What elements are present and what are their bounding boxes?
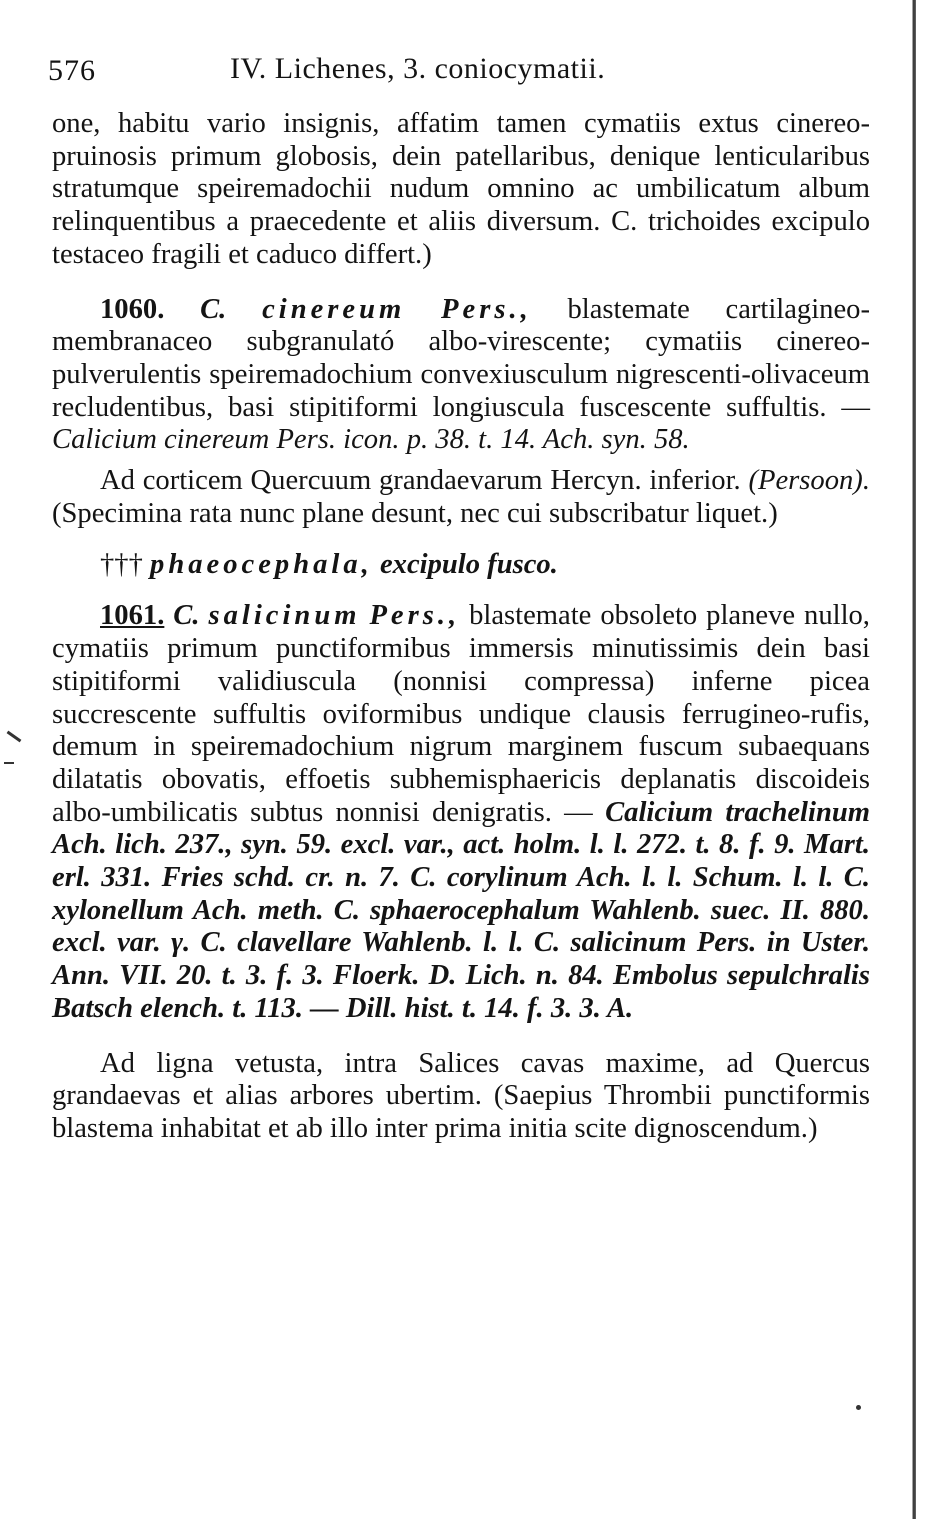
habitat-1060 [52, 465, 870, 530]
entry-genus: C. [173, 600, 200, 632]
habitat-reference: (Persoon). [748, 465, 870, 497]
entry-1061 [52, 600, 870, 1025]
entry-description: blastemate obsoleto planeve nullo, cymatiis primum punctiformibus immersis minutissimis dein basi stipitiformi validiuscula (nonnisi compressa) inferne picea succrescente suffultis oviformibus undique clausis ferrugineo-rufis, demum in speiremadochium nigrum marginem fuscum subaequans dilatatis obovatis, effoetis subhemisphaericis deplanatis discoideis albo-umbilicatis subtus nonnisi denigratis. — [52, 600, 870, 828]
entry-author: Pers., [441, 293, 532, 325]
entry-description: blastemate cartilagineo-membranaceo subgranulató albo-virescente; cymatiis cinereo-pulverulentis speiremadochium convexiusculum nigrescenti-olivaceum recludentibus, basi stipitiformi longiuscula fuscescente suffultis. — [52, 293, 870, 423]
margin-mark [7, 731, 22, 743]
running-head [48, 50, 870, 108]
habitat-1061: Ad ligna vetusta, intra Salices cavas maxime, ad Quercus grandaevas et alias arbores ubertim. (Saepius Thrombii punctiformis blastema inhabitat et ab illo inter prima initia scite dignoscendum.) [52, 1047, 870, 1144]
page [48, 50, 870, 1146]
habitat-text: Ad corticem Quercuum grandaevarum Hercyn. inferior. [100, 465, 741, 497]
section-heading [52, 548, 870, 582]
page-number: 576 [48, 54, 96, 87]
entry-species: salicinum [208, 600, 361, 632]
entry-number: 1060. [100, 293, 165, 325]
entry-number: 1061. [100, 600, 165, 632]
entry-synonyms: Calicium trachelinum Ach. lich. 237., syn. 59. excl. var., act. holm. l. l. 272. t. 8. f. 9. Mart. erl. 331. Fries schd. cr. n. 7. C. corylinum Ach. l. l. Schum. l. l. C. xylonellum Ach. meth. C. sphaerocephalum Wahlenb. suec. II. 880. excl. var. γ. C. clavellare Wahlenb. l. l. C. salicinum Pers. in Uster. Ann. VII. 20. t. 3. f. 3. Floerk. D. Lich. n. 84. Embolus sepulchralis Batsch elench. t. 113. — Dill. hist. t. 14. f. 3. 3. A. [52, 796, 870, 1024]
entry-genus: C. [200, 293, 227, 325]
intro-paragraph: one, habitu vario insignis, affatim tamen cymatiis extus cinereo-pruinosis primum globosis, dein patellaribus, denique lenticularibus stratumque speiremadochii nudum omnino ac umbilicatum album relinquentibus a praecedente et aliis diversum. C. trichoides excipulo testaceo fragili et caduco differt.) [52, 108, 870, 270]
margin-mark [856, 1405, 861, 1410]
section-marker: ††† [100, 549, 143, 581]
section-name: phaeocephala, [150, 549, 373, 581]
running-title: IV. Lichenes, 3. coniocymatii. [230, 52, 606, 85]
entry-1060 [52, 294, 870, 458]
margin-mark [4, 762, 14, 764]
entry-species: cinereum [262, 293, 406, 325]
entry-author: Pers., [369, 600, 461, 632]
entry-synonyms: Calicium cinereum Pers. icon. p. 38. t. 14. Ach. syn. 58. [52, 424, 690, 456]
habitat-note: (Specimina rata nunc plane desunt, nec cui subscribatur liquet.) [52, 497, 778, 529]
section-description: excipulo fusco. [379, 549, 558, 581]
page-edge-line [912, 0, 916, 1519]
